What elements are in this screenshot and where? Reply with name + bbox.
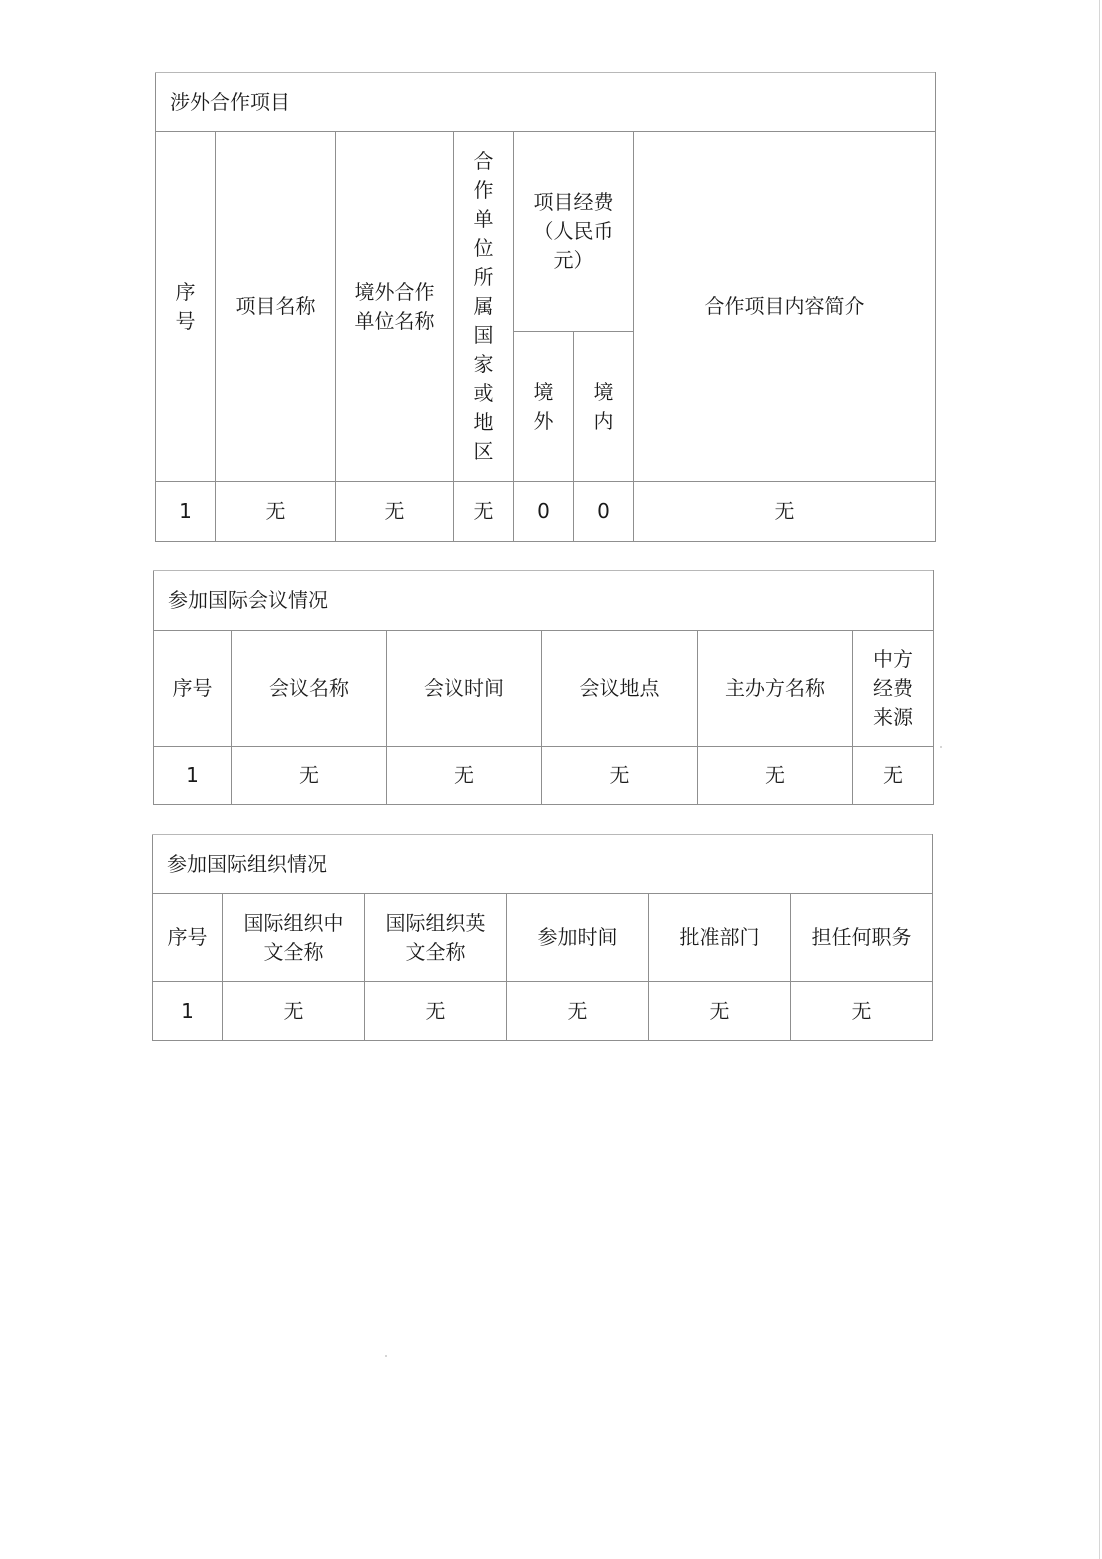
header-conference-location: 会议地点 — [542, 631, 698, 747]
header-project-name: 项目名称 — [216, 132, 336, 482]
header-join-time: 参加时间 — [507, 894, 649, 982]
cell-project-name: 无 — [216, 482, 336, 542]
header-partner-name: 境外合作单位名称 — [336, 132, 454, 482]
header-seq: 序号 — [153, 894, 223, 982]
header-org-english-name: 国际组织英文全称 — [365, 894, 507, 982]
header-approving-department: 批准部门 — [649, 894, 791, 982]
section-title-foreign-cooperation: 涉外合作项目 — [156, 73, 936, 132]
scan-artifact — [385, 1355, 387, 1357]
scan-artifact — [940, 746, 942, 748]
header-project-content: 合作项目内容简介 — [634, 132, 936, 482]
cell-org-chinese-name: 无 — [223, 982, 365, 1041]
foreign-cooperation-table — [155, 72, 936, 542]
section-title-international-organization: 参加国际组织情况 — [153, 835, 933, 894]
header-project-funding: 项目经费（人民币元） — [514, 132, 634, 332]
page-edge-line — [1099, 0, 1100, 1559]
cell-join-time: 无 — [507, 982, 649, 1041]
cell-org-english-name: 无 — [365, 982, 507, 1041]
cell-partner-country: 无 — [454, 482, 514, 542]
header-seq: 序号 — [154, 631, 232, 747]
table-row — [154, 747, 934, 805]
header-funding-abroad: 境外 — [514, 332, 574, 482]
header-funding-domestic: 境内 — [574, 332, 634, 482]
cell-conference-time: 无 — [387, 747, 542, 805]
cell-funding-domestic: 0 — [574, 482, 634, 542]
table-row — [156, 482, 936, 542]
header-funding-source: 中方经费来源 — [853, 631, 934, 747]
header-conference-name: 会议名称 — [232, 631, 387, 747]
cell-conference-name: 无 — [232, 747, 387, 805]
cell-funding-source: 无 — [853, 747, 934, 805]
international-conference-table — [153, 570, 934, 805]
cell-project-content: 无 — [634, 482, 936, 542]
cell-position-held: 无 — [791, 982, 933, 1041]
cell-funding-abroad: 0 — [514, 482, 574, 542]
cell-seq: 1 — [153, 982, 223, 1041]
cell-conference-location: 无 — [542, 747, 698, 805]
header-org-chinese-name: 国际组织中文全称 — [223, 894, 365, 982]
cell-seq: 1 — [154, 747, 232, 805]
table-row — [153, 982, 933, 1041]
header-seq: 序号 — [156, 132, 216, 482]
header-conference-time: 会议时间 — [387, 631, 542, 747]
cell-partner-name: 无 — [336, 482, 454, 542]
section-title-international-conference: 参加国际会议情况 — [154, 571, 934, 631]
header-position-held: 担任何职务 — [791, 894, 933, 982]
cell-organizer-name: 无 — [698, 747, 853, 805]
international-organization-table — [152, 834, 933, 1041]
header-partner-country: 合作单位所属国家或地区 — [454, 132, 514, 482]
cell-seq: 1 — [156, 482, 216, 542]
cell-approving-department: 无 — [649, 982, 791, 1041]
header-organizer-name: 主办方名称 — [698, 631, 853, 747]
